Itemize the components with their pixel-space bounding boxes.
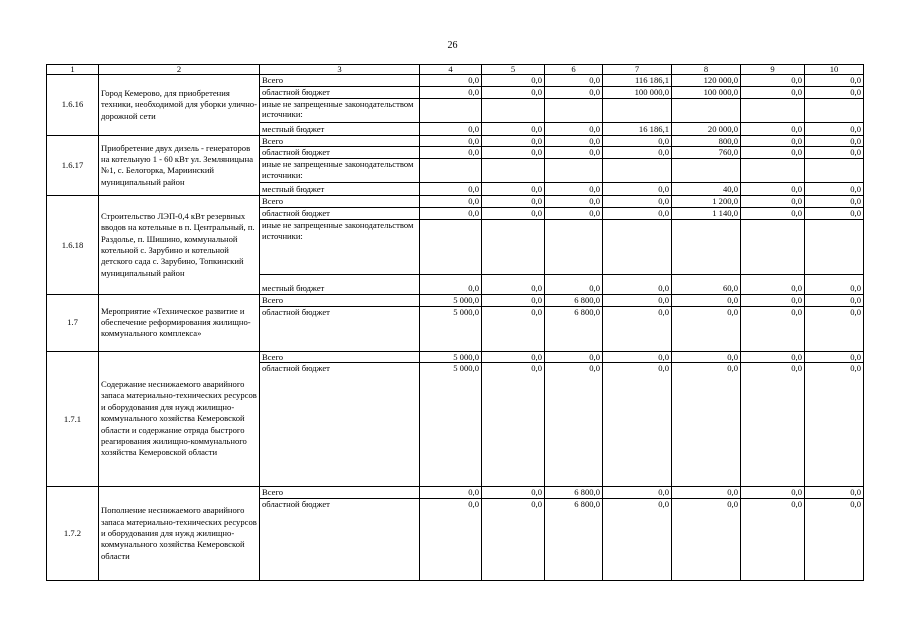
amount-cell	[545, 98, 603, 122]
amount-cell: 0,0	[805, 363, 864, 487]
item-code: 1.7	[47, 294, 99, 351]
amount-cell: 0,0	[545, 122, 603, 135]
amount-cell: 0,0	[741, 75, 805, 87]
amount-cell: 0,0	[420, 86, 482, 98]
funding-source: Всего	[260, 196, 420, 208]
amount-cell: 0,0	[545, 363, 603, 487]
amount-cell: 120 000,0	[672, 75, 741, 87]
amount-cell: 0,0	[420, 75, 482, 87]
amount-cell	[805, 159, 864, 183]
amount-cell: 0,0	[482, 183, 545, 196]
amount-cell: 0,0	[805, 207, 864, 219]
table-row	[47, 75, 864, 87]
amount-cell: 0,0	[805, 183, 864, 196]
amount-cell: 0,0	[672, 306, 741, 351]
amount-cell: 0,0	[482, 75, 545, 87]
table-row	[47, 196, 864, 208]
amount-cell: 0,0	[420, 147, 482, 159]
amount-cell: 0,0	[545, 86, 603, 98]
funding-source: Всего	[260, 294, 420, 306]
column-number-row	[47, 65, 864, 75]
amount-cell	[420, 159, 482, 183]
amount-cell: 0,0	[672, 351, 741, 363]
amount-cell: 0,0	[482, 487, 545, 499]
funding-source: местный бюджет	[260, 274, 420, 294]
amount-cell: 0,0	[741, 499, 805, 581]
amount-cell: 0,0	[545, 207, 603, 219]
table-row	[47, 294, 864, 306]
amount-cell: 0,0	[482, 207, 545, 219]
amount-cell: 0,0	[545, 351, 603, 363]
amount-cell: 0,0	[482, 147, 545, 159]
amount-cell: 0,0	[805, 135, 864, 147]
amount-cell	[420, 219, 482, 274]
funding-source: Всего	[260, 75, 420, 87]
funding-source: иные не запрещенные законодательством источники:	[260, 219, 420, 274]
amount-cell: 100 000,0	[603, 86, 672, 98]
amount-cell: 0,0	[545, 147, 603, 159]
amount-cell: 0,0	[805, 196, 864, 208]
amount-cell: 0,0	[603, 135, 672, 147]
amount-cell	[672, 159, 741, 183]
amount-cell	[545, 219, 603, 274]
amount-cell: 0,0	[603, 363, 672, 487]
funding-source: иные не запрещенные законодательством источники:	[260, 159, 420, 183]
amount-cell: 0,0	[482, 306, 545, 351]
amount-cell: 0,0	[741, 196, 805, 208]
amount-cell: 0,0	[741, 122, 805, 135]
amount-cell: 0,0	[741, 183, 805, 196]
amount-cell: 0,0	[741, 306, 805, 351]
funding-source: областной бюджет	[260, 86, 420, 98]
budget-table	[46, 64, 864, 581]
amount-cell: 60,0	[672, 274, 741, 294]
amount-cell: 6 800,0	[545, 499, 603, 581]
amount-cell	[482, 219, 545, 274]
amount-cell: 0,0	[603, 487, 672, 499]
amount-cell: 0,0	[805, 499, 864, 581]
funding-source: Всего	[260, 351, 420, 363]
column-header: 9	[741, 65, 805, 75]
amount-cell: 0,0	[741, 135, 805, 147]
amount-cell: 0,0	[545, 135, 603, 147]
amount-cell: 0,0	[603, 147, 672, 159]
table-row	[47, 487, 864, 499]
amount-cell: 0,0	[482, 351, 545, 363]
item-code: 1.6.18	[47, 196, 99, 295]
amount-cell: 0,0	[672, 487, 741, 499]
amount-cell	[672, 98, 741, 122]
column-header: 2	[99, 65, 260, 75]
amount-cell: 0,0	[482, 122, 545, 135]
amount-cell: 0,0	[482, 86, 545, 98]
amount-cell: 0,0	[482, 363, 545, 487]
amount-cell: 0,0	[603, 499, 672, 581]
amount-cell: 0,0	[420, 207, 482, 219]
amount-cell: 0,0	[805, 487, 864, 499]
amount-cell: 760,0	[672, 147, 741, 159]
amount-cell: 0,0	[482, 274, 545, 294]
amount-cell: 0,0	[672, 294, 741, 306]
column-header: 10	[805, 65, 864, 75]
column-header: 7	[603, 65, 672, 75]
funding-source: областной бюджет	[260, 306, 420, 351]
amount-cell: 0,0	[603, 351, 672, 363]
amount-cell: 0,0	[420, 487, 482, 499]
funding-source: областной бюджет	[260, 147, 420, 159]
amount-cell: 0,0	[420, 135, 482, 147]
amount-cell	[420, 98, 482, 122]
amount-cell: 1 200,0	[672, 196, 741, 208]
item-code: 1.6.17	[47, 135, 99, 196]
item-description: Город Кемерово, для приобретения техники, необходимой для уборки улично-дорожной сети	[99, 75, 260, 136]
amount-cell: 0,0	[741, 351, 805, 363]
amount-cell: 0,0	[420, 196, 482, 208]
amount-cell: 0,0	[420, 183, 482, 196]
funding-source: местный бюджет	[260, 183, 420, 196]
amount-cell: 0,0	[603, 306, 672, 351]
amount-cell: 20 000,0	[672, 122, 741, 135]
amount-cell: 0,0	[420, 499, 482, 581]
amount-cell: 0,0	[805, 122, 864, 135]
funding-source: местный бюджет	[260, 122, 420, 135]
amount-cell: 0,0	[805, 147, 864, 159]
amount-cell: 100 000,0	[672, 86, 741, 98]
amount-cell: 5 000,0	[420, 294, 482, 306]
amount-cell: 0,0	[545, 196, 603, 208]
amount-cell: 0,0	[805, 86, 864, 98]
column-header: 8	[672, 65, 741, 75]
amount-cell	[672, 219, 741, 274]
funding-source: иные не запрещенные законодательством источники:	[260, 98, 420, 122]
item-code: 1.6.16	[47, 75, 99, 136]
amount-cell: 6 800,0	[545, 306, 603, 351]
amount-cell	[545, 159, 603, 183]
funding-source: Всего	[260, 135, 420, 147]
amount-cell	[741, 219, 805, 274]
item-description: Мероприятие «Техническое развитие и обеспечение реформирования жилищно-коммунального комплекса»	[99, 294, 260, 351]
amount-cell	[741, 98, 805, 122]
amount-cell	[482, 159, 545, 183]
amount-cell	[603, 159, 672, 183]
funding-source: областной бюджет	[260, 207, 420, 219]
amount-cell: 0,0	[805, 294, 864, 306]
amount-cell: 0,0	[805, 75, 864, 87]
amount-cell: 0,0	[545, 183, 603, 196]
amount-cell: 0,0	[741, 487, 805, 499]
amount-cell	[603, 219, 672, 274]
item-description: Содержание неснижаемого аварийного запаса материально-технических ресурсов и оборудования для нужд жилищно-коммунального хозяйства Кемеровской области и содержание отряда быстрого реагирования жилищно-коммунального хозяйства Кемеровской области	[99, 351, 260, 487]
amount-cell: 0,0	[482, 196, 545, 208]
amount-cell: 0,0	[672, 499, 741, 581]
column-header: 4	[420, 65, 482, 75]
amount-cell: 0,0	[741, 363, 805, 487]
amount-cell: 6 800,0	[545, 487, 603, 499]
funding-source: областной бюджет	[260, 363, 420, 487]
column-header: 6	[545, 65, 603, 75]
table-row	[47, 135, 864, 147]
amount-cell: 1 140,0	[672, 207, 741, 219]
item-description: Пополнение неснижаемого аварийного запаса материально-технических ресурсов и оборудования для нужд жилищно-коммунального хозяйства Кемеровской области	[99, 487, 260, 581]
page-number: 26	[447, 40, 458, 51]
item-code: 1.7.2	[47, 487, 99, 581]
amount-cell	[482, 98, 545, 122]
amount-cell: 5 000,0	[420, 306, 482, 351]
amount-cell: 0,0	[420, 274, 482, 294]
amount-cell: 6 800,0	[545, 294, 603, 306]
amount-cell	[603, 98, 672, 122]
amount-cell	[805, 98, 864, 122]
column-header: 5	[482, 65, 545, 75]
table-row	[47, 351, 864, 363]
amount-cell: 0,0	[603, 183, 672, 196]
amount-cell: 0,0	[741, 207, 805, 219]
amount-cell: 5 000,0	[420, 363, 482, 487]
amount-cell: 16 186,1	[603, 122, 672, 135]
amount-cell: 0,0	[741, 294, 805, 306]
amount-cell: 5 000,0	[420, 351, 482, 363]
amount-cell: 0,0	[603, 207, 672, 219]
funding-source: Всего	[260, 487, 420, 499]
amount-cell: 0,0	[741, 274, 805, 294]
column-header: 3	[260, 65, 420, 75]
amount-cell: 0,0	[545, 75, 603, 87]
amount-cell: 0,0	[420, 122, 482, 135]
amount-cell: 0,0	[805, 351, 864, 363]
amount-cell: 800,0	[672, 135, 741, 147]
item-description: Приобретение двух дизель - генераторов на котельную 1 - 60 кВт ул. Земляницына №1, с. Белогорка, Мариинский муниципальный район	[99, 135, 260, 196]
amount-cell	[741, 159, 805, 183]
amount-cell: 40,0	[672, 183, 741, 196]
column-header: 1	[47, 65, 99, 75]
amount-cell: 116 186,1	[603, 75, 672, 87]
amount-cell: 0,0	[482, 294, 545, 306]
amount-cell: 0,0	[741, 147, 805, 159]
amount-cell: 0,0	[603, 294, 672, 306]
amount-cell: 0,0	[672, 363, 741, 487]
amount-cell: 0,0	[603, 274, 672, 294]
funding-source: областной бюджет	[260, 499, 420, 581]
amount-cell: 0,0	[805, 306, 864, 351]
amount-cell: 0,0	[741, 86, 805, 98]
amount-cell: 0,0	[482, 499, 545, 581]
item-description: Строительство ЛЭП-0,4 кВт резервных вводов на котельные в п. Центральный, п. Раздолье, п. Шишино, коммунальной котельной с. Зарубино и котельной детского сада с. Зарубино, Топкинский муниципальный район	[99, 196, 260, 295]
item-code: 1.7.1	[47, 351, 99, 487]
amount-cell: 0,0	[603, 196, 672, 208]
amount-cell: 0,0	[545, 274, 603, 294]
amount-cell: 0,0	[805, 274, 864, 294]
amount-cell: 0,0	[482, 135, 545, 147]
amount-cell	[805, 219, 864, 274]
